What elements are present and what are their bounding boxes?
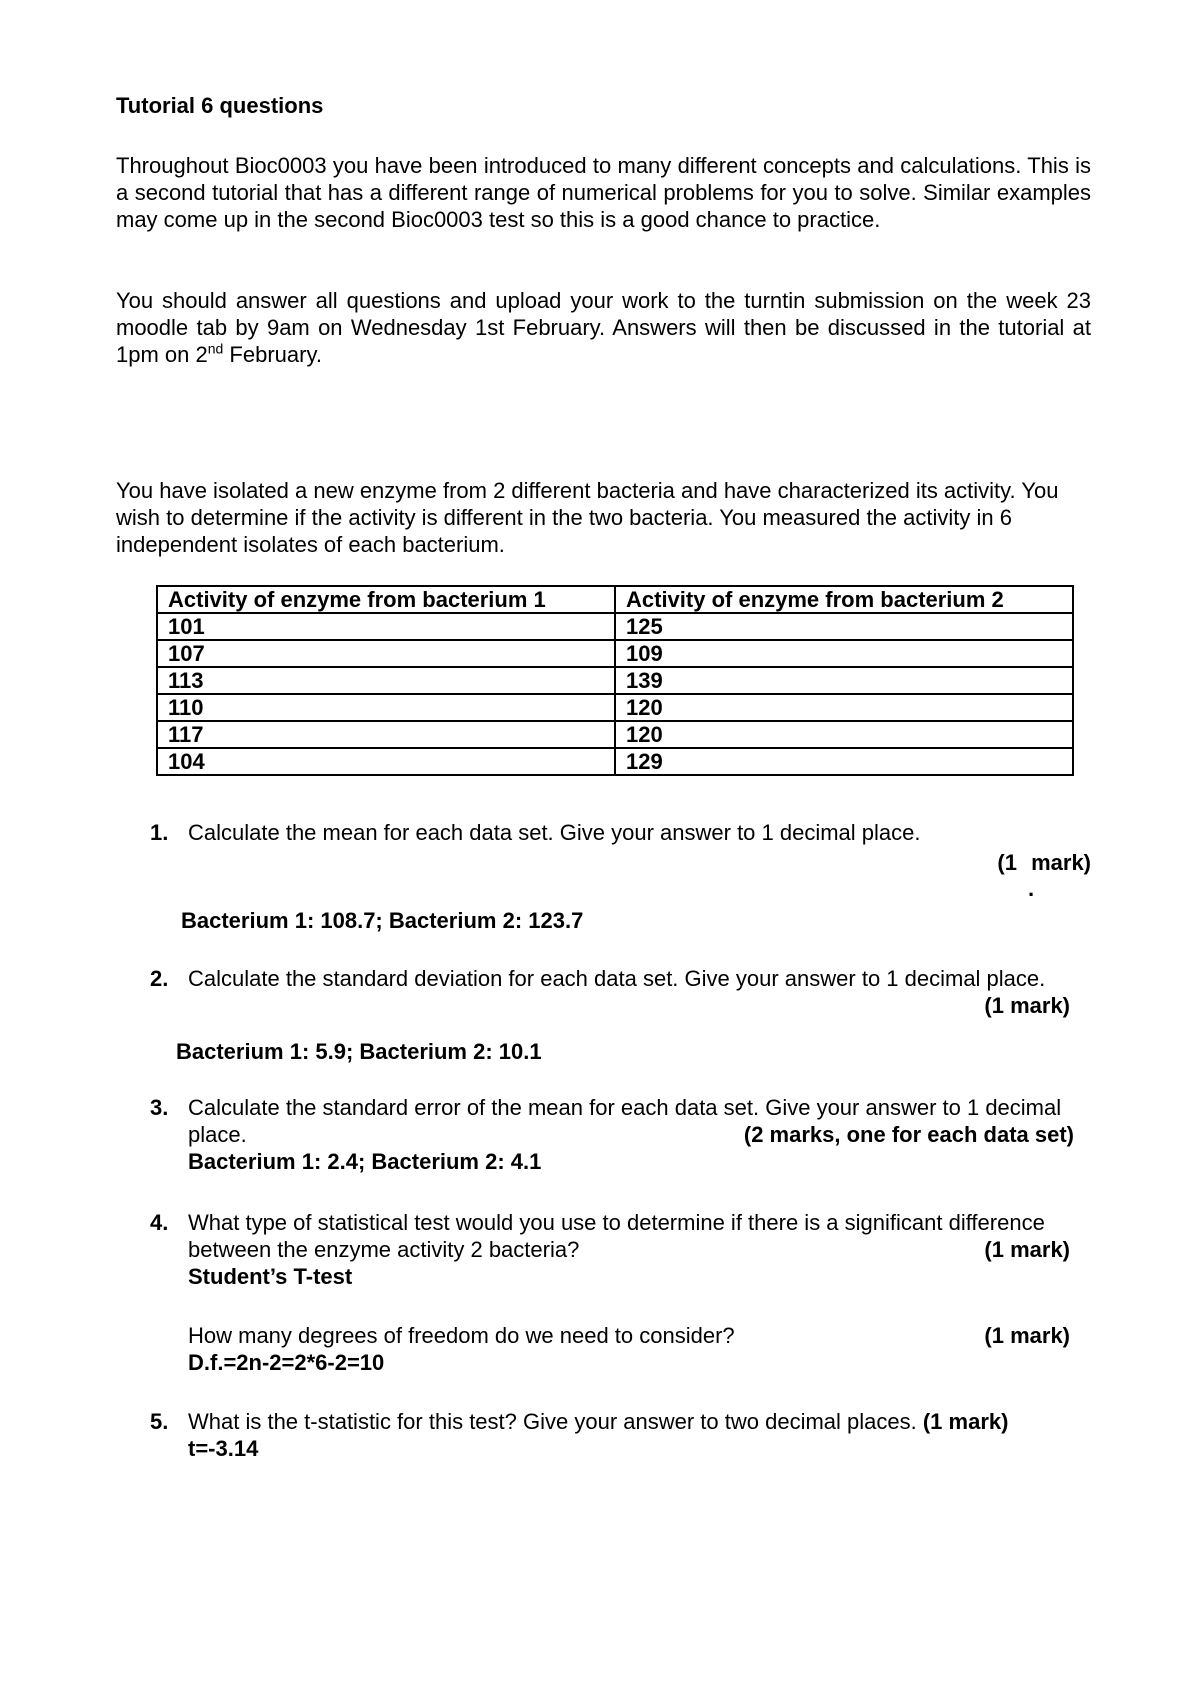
table-cell: 129	[615, 748, 1073, 775]
question-4	[150, 1209, 1070, 1290]
table-cell: 120	[615, 721, 1073, 748]
intro-paragraph: Throughout Bioc0003 you have been introduced to many different concepts and calculations. This is a second tutorial that has a different range of numerical problems for you to solve. Similar examples may come up in the second Bioc0003 test so this is a good chance to practice.	[116, 153, 1091, 232]
scenario-paragraph: You have isolated a new enzyme from 2 different bacteria and have characterized its activity. You wish to determine if the activity is different in the two bacteria. You measured the activity in 6 independent isolates of each bacterium.	[116, 478, 1059, 557]
question-text: What type of statistical test would you use to determine if there is a significant difference between the enzyme activity 2 bacteria?	[188, 1210, 1045, 1262]
enzyme-activity-table	[156, 585, 1074, 776]
answer-2: Bacterium 1: 5.9; Bacterium 2: 10.1	[176, 1039, 542, 1064]
question-number: 3.	[150, 1095, 169, 1120]
table-row	[157, 694, 1073, 721]
question-1-mark-dot: .	[1028, 876, 1035, 901]
question-text: How many degrees of freedom do we need to consider?	[188, 1323, 735, 1348]
question-text-block	[188, 1094, 1074, 1175]
question-3	[150, 1094, 1074, 1175]
table-cell: 125	[615, 613, 1073, 640]
question-mark: (2 marks, one for each data set)	[743, 1122, 1074, 1147]
table-cell: 110	[157, 694, 615, 721]
table-cell: 139	[615, 667, 1073, 694]
question-text-block	[188, 1209, 1070, 1290]
question-4-degrees-of-freedom	[150, 1322, 1070, 1376]
table-row	[157, 748, 1073, 775]
table-cell: 101	[157, 613, 615, 640]
answer-3: Bacterium 1: 2.4; Bacterium 2: 4.1	[188, 1149, 542, 1174]
table-header-row	[157, 586, 1073, 613]
column-header-bacterium-2: Activity of enzyme from bacterium 2	[615, 586, 1073, 613]
submission-text: You should answer all questions and upload your work to the turntin submission on the week 23 moodle tab by 9am on Wednesday 1st February. Answers will then be discussed in the tutorial at 1pm on 2	[116, 288, 1091, 367]
question-text-block	[188, 1408, 1070, 1462]
answer-4-df: D.f.=2n-2=2*6-2=10	[188, 1350, 385, 1375]
table-cell: 104	[157, 748, 615, 775]
question-number: 5.	[150, 1409, 169, 1434]
question-number: 2.	[150, 966, 169, 991]
table-cell: 113	[157, 667, 615, 694]
question-1	[150, 819, 1070, 846]
question-text-block	[188, 1322, 1070, 1376]
question-mark: (1 mark)	[922, 1409, 1009, 1434]
question-text-block	[188, 965, 1070, 1018]
submission-text-end: February.	[223, 342, 322, 367]
column-header-bacterium-1: Activity of enzyme from bacterium 1	[157, 586, 615, 613]
table-row	[157, 721, 1073, 748]
answer-5: t=-3.14	[188, 1436, 259, 1461]
question-text: Calculate the mean for each data set. Give your answer to 1 decimal place.	[188, 820, 921, 845]
table-cell: 109	[615, 640, 1073, 667]
table-row	[157, 613, 1073, 640]
question-mark: (1 mark)	[984, 1323, 1070, 1348]
table-row	[157, 667, 1073, 694]
question-number: 1.	[150, 820, 169, 845]
page-title: Tutorial 6 questions	[116, 93, 324, 118]
question-mark: (1 mark)	[984, 993, 1070, 1018]
table-cell: 120	[615, 694, 1073, 721]
question-5	[150, 1408, 1070, 1462]
ordinal-suffix: nd	[207, 340, 224, 357]
question-mark: (1 mark)	[984, 1237, 1070, 1262]
table-row	[157, 640, 1073, 667]
document-page	[116, 92, 1091, 1461]
table-cell: 117	[157, 721, 615, 748]
submission-paragraph	[116, 287, 1091, 368]
question-text: Calculate the standard deviation for each data set. Give your answer to 1 decimal place.	[188, 966, 1046, 991]
question-2	[150, 965, 1070, 1019]
question-number: 4.	[150, 1210, 169, 1235]
answer-4: Student’s T-test	[188, 1264, 353, 1289]
question-text: What is the t-statistic for this test? Give your answer to two decimal places.	[188, 1409, 917, 1434]
table-cell: 107	[157, 640, 615, 667]
question-1-mark: (1 mark)	[997, 850, 1091, 875]
answer-1: Bacterium 1: 108.7; Bacterium 2: 123.7	[181, 908, 584, 933]
question-text: Calculate the standard error of the mean for each data set. Give your answer to 1 decimal place.	[188, 1095, 1062, 1147]
